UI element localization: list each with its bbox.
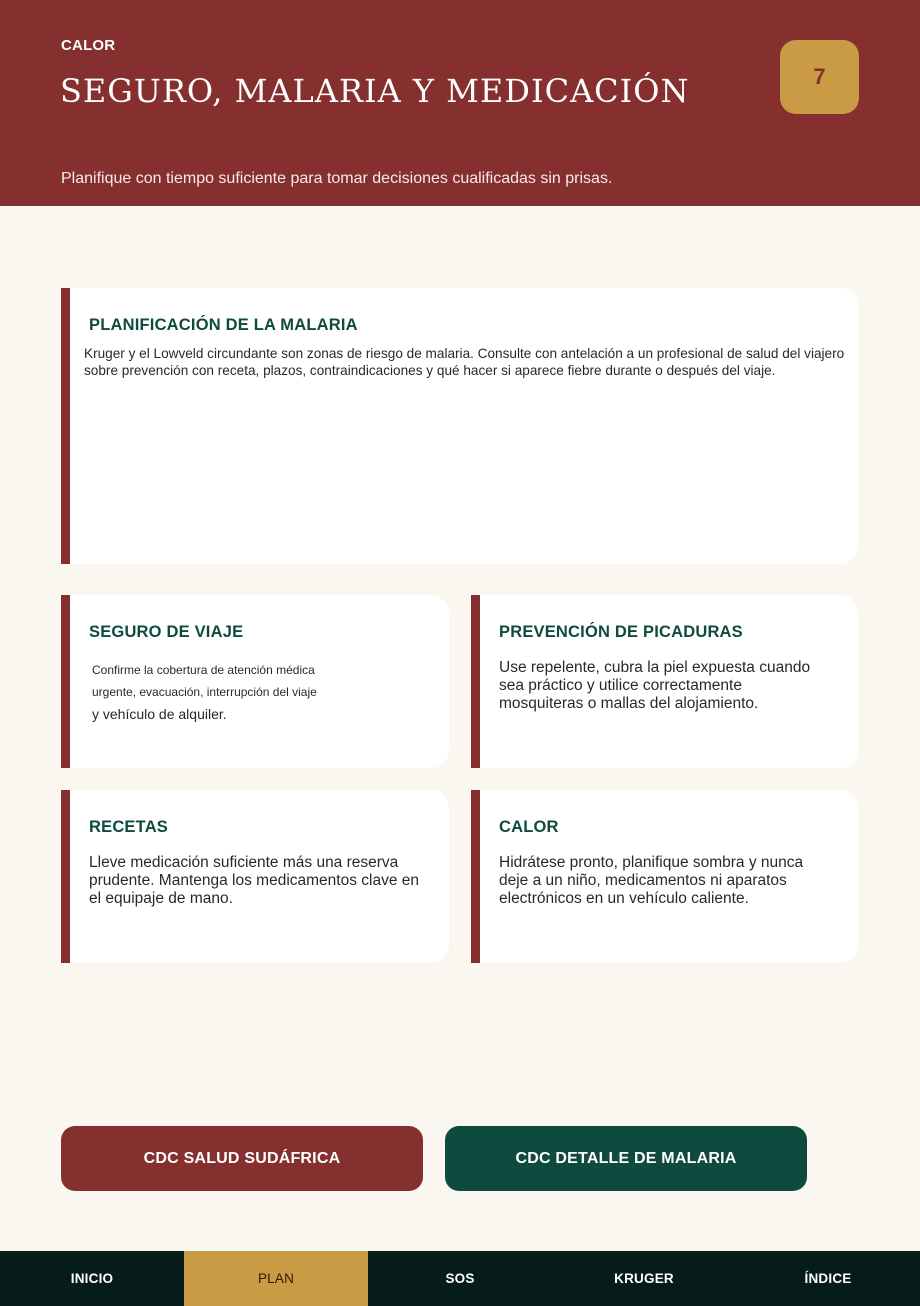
nav-item-inicio[interactable]: INICIO: [70, 1271, 114, 1286]
heat-card: [471, 790, 858, 963]
page-title: SEGURO, MALARIA Y MEDICACIÓN: [60, 72, 690, 110]
card-body: Kruger y el Lowveld circundante son zonas de riesgo de malaria. Consulte con antelación a un profesional de salud del viajero sobre prevención con receta, plazos, contraindicaciones y qué hacer si aparece fiebre durante o después del viaje.: [84, 346, 845, 378]
page-header: [0, 0, 920, 206]
nav-item-plan[interactable]: PLAN: [184, 1251, 368, 1306]
card-body-line: urgente, evacuación, interrupción del viaje: [92, 685, 317, 699]
cdc-south-africa-health-button[interactable]: CDC SALUD SUDÁFRICA: [61, 1126, 423, 1191]
card-body: Use repelente, cubra la piel expuesta cuando sea práctico y utilice correctamente mosquiteras o mallas del alojamiento.: [499, 659, 811, 712]
page-number-badge: 7: [780, 40, 859, 114]
prescriptions-card: [61, 790, 449, 963]
card-title: CALOR: [499, 818, 559, 836]
card-title: RECETAS: [89, 818, 169, 836]
cdc-malaria-detail-button[interactable]: CDC DETALLE DE MALARIA: [445, 1126, 807, 1191]
card-title: PLANIFICACIÓN DE LA MALARIA: [89, 316, 358, 334]
card-body-line: Confirme la cobertura de atención médica: [92, 663, 315, 677]
card-title: PREVENCIÓN DE PICADURAS: [499, 623, 743, 641]
nav-item-indice[interactable]: ÍNDICE: [804, 1271, 852, 1286]
card-body: [92, 659, 392, 725]
nav-item-kruger[interactable]: KRUGER: [614, 1271, 674, 1286]
card-body: Hidrátese pronto, planifique sombra y nunca deje a un niño, medicamentos ni aparatos electrónicos en un vehículo caliente.: [499, 854, 804, 907]
malaria-planning-card: [61, 288, 858, 564]
card-body-line: y vehículo de alquiler.: [92, 706, 227, 722]
card-body: Lleve medicación suficiente más una reserva prudente. Mantenga los medicamentos clave en el equipaje de mano.: [89, 854, 420, 907]
section-eyebrow: CALOR: [61, 37, 116, 54]
page-subtitle: Planifique con tiempo suficiente para tomar decisiones cualificadas sin prisas.: [61, 170, 613, 187]
travel-insurance-card: [61, 595, 449, 768]
bite-prevention-card: [471, 595, 858, 768]
nav-item-sos[interactable]: SOS: [445, 1271, 475, 1286]
bottom-nav: [0, 1251, 920, 1306]
card-title: SEGURO DE VIAJE: [89, 623, 244, 641]
